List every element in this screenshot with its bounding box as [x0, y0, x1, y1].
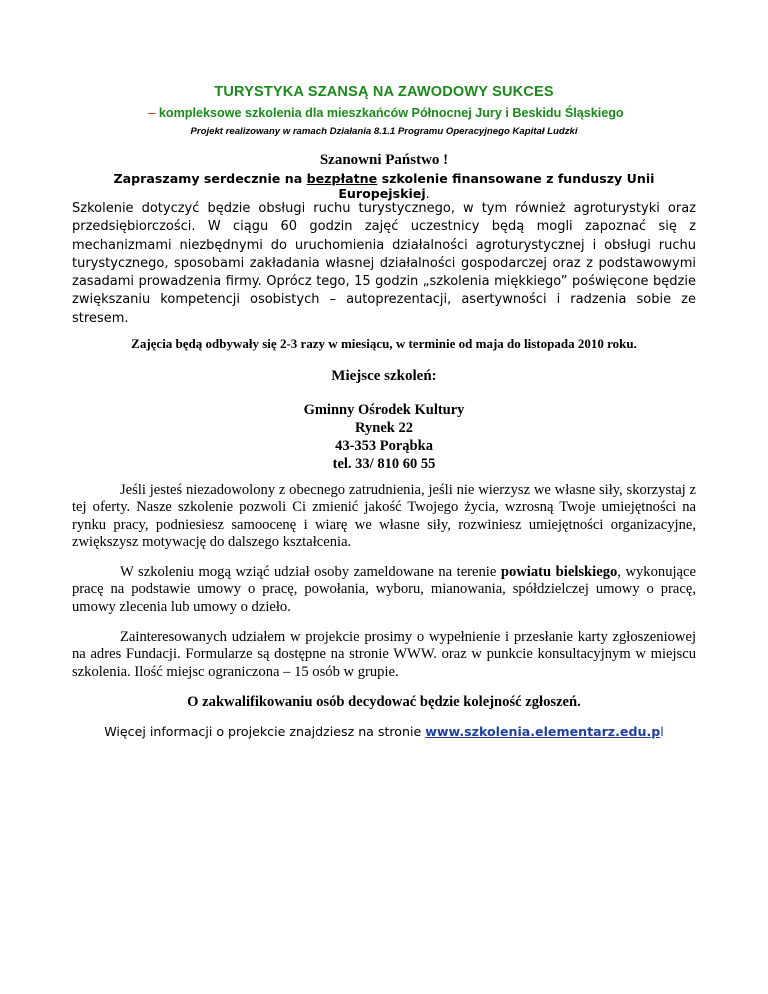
- place-city: 43-353 Porąbka: [335, 438, 433, 454]
- paragraph-eligibility: [72, 564, 696, 616]
- place-name: Gminny Ośrodek Kultury: [303, 402, 465, 418]
- place-phone: tel. 33/ 810 60 55: [332, 456, 436, 472]
- schedule-dates: Zajęcia będą odbywały się 2-3 razy w miesiącu, w terminie od maja do listopada 2010 roku.: [131, 336, 637, 351]
- para2-after: , wykonujące pracę na podstawie umowy o pracę, powołania, wyboru, mianowania, spółdzielczej umowy o pracę, umowy zlecenia lub umowy o dzieło.: [72, 564, 696, 615]
- para2-before: W szkoleniu mogą wziąć udział osoby zameldowane na terenie: [120, 564, 501, 580]
- subtitle-text: kompleksowe szkolenia dla mieszkańców Północnej Jury i Beskidu Śląskiego: [158, 106, 624, 120]
- qualification-note: O zakwalifikowaniu osób decydować będzie kolejność zgłoszeń.: [187, 694, 581, 710]
- para2-bold: powiatu bielskiego: [500, 564, 618, 580]
- document-subtitle: [66, 106, 706, 120]
- invite-before: Zapraszamy serdecznie na: [113, 171, 307, 186]
- paragraph-application: Zainteresowanych udziałem w projekcie prosimy o wypełnienie i przesłanie karty zgłoszeniowej na adres Fundacji. Formularze są dostępne na stronie WWW. oraz w punkcie konsultacyjnym w miejscu szkolenia. Ilość miejsc ograniczona – 15 osób w grupie.: [72, 629, 696, 680]
- invite-underlined: bezpłatne: [306, 171, 378, 186]
- website-link[interactable]: www.szkolenia.elementarz.edu.p: [425, 724, 661, 739]
- project-line: Projekt realizowany w ramach Działania 8.1.1 Programu Operacyjnego Kapitał Ludzki: [190, 126, 578, 137]
- invite-after: szkolenie finansowane z funduszy Unii Europejskiej: [338, 171, 655, 201]
- training-description: Szkolenie dotyczyć będzie obsługi ruchu turystycznego, w tym również agroturystyki oraz przedsiębiorczości. W ciągu 60 godzin zajęć uczestnicy będą mogli zapoznać się z mechanizmami niezbędnymi do uruchomienia działalności agroturystycznej i obsługi ruchu turystycznego, sposobami zakładania własnej działalności gospodarczej oraz z podstawowymi zasadami prowadzenia firmy. Oprócz tego, 15 godzin „szkolenia miękkiego” poświęcone będzie zwiększaniu kompetencji osobistych – autoprezentacji, asertywności i radzenia sobie ze stresem.: [72, 201, 696, 326]
- invitation: [72, 171, 696, 201]
- more-tail: l: [660, 724, 664, 739]
- place-street: Rynek 22: [355, 420, 413, 436]
- more-text: Więcej informacji o projekcie znajdziesz na stronie: [104, 724, 426, 739]
- place-address: [72, 401, 696, 473]
- subtitle-dash: –: [148, 106, 156, 120]
- greeting: Szanowni Państwo !: [319, 152, 449, 168]
- invite-end: .: [425, 186, 430, 201]
- paragraph-benefits: Jeśli jesteś niezadowolony z obecnego zatrudnienia, jeśli nie wierzysz we własne siły, skorzystaj z tej oferty. Nasze szkolenie pozwoli Ci zmienić jakość Twojego życia, wzrosną Twoje umiejętności na rynku pracy, podniesiesz samoocenę i wiarę we własne siły, rozwiniesz umiejętności organizacyjne, zwiększysz motywację do dalszego kształcenia.: [72, 482, 696, 550]
- place-heading: Miejsce szkoleń:: [331, 368, 437, 384]
- more-info: [72, 724, 696, 739]
- document-title: TURYSTYKA SZANSĄ NA ZAWODOWY SUKCES: [214, 84, 554, 100]
